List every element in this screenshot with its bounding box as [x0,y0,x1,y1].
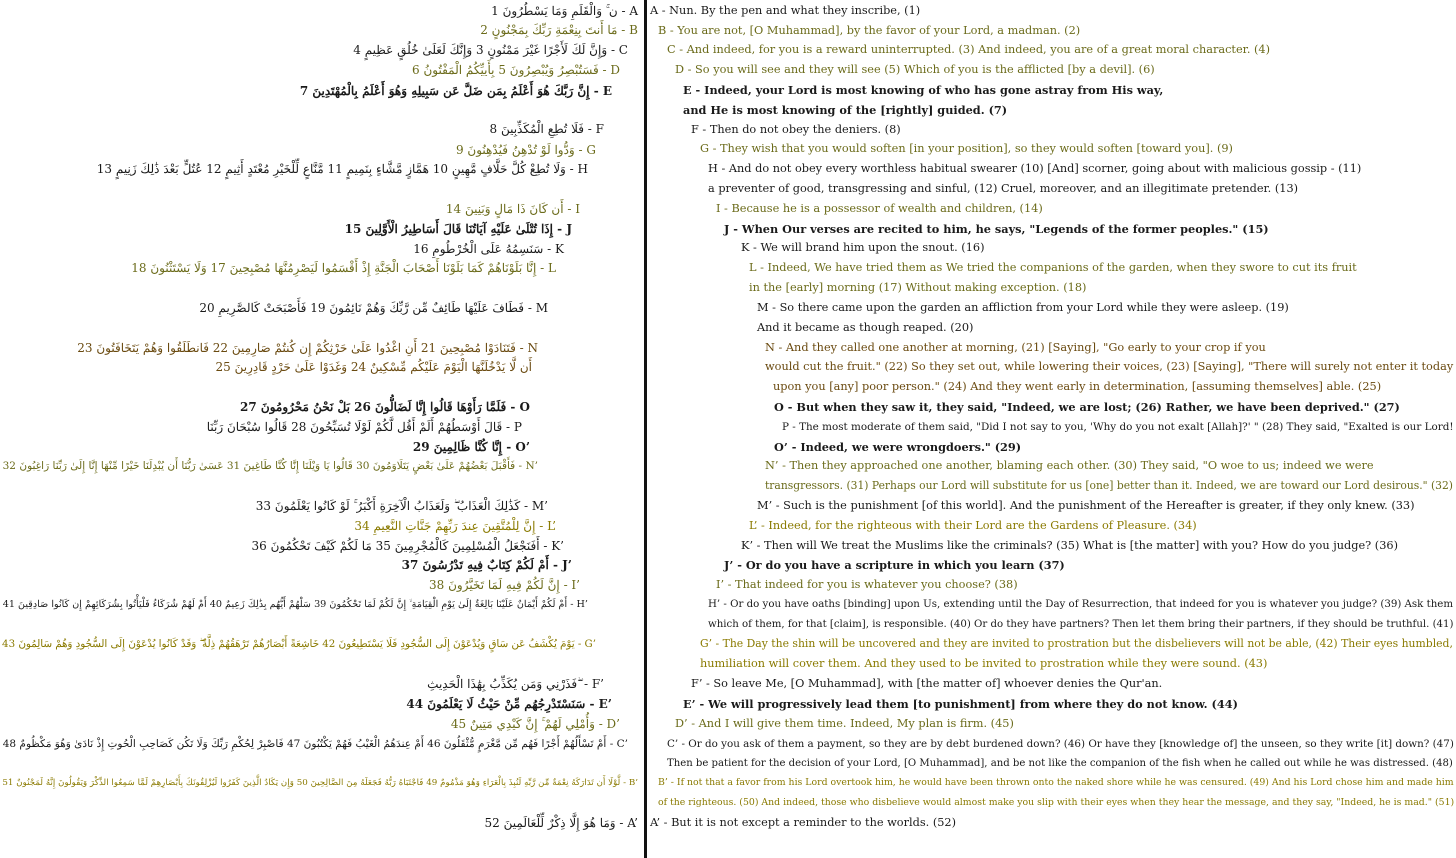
english-line: humiliation will cover them. And they used to be invited to prostration while they were sound. (43) [700,657,1268,670]
english-line: in the [early] morning (17) Without making exception. (18) [749,281,1087,294]
arabic-line: فَطَافَ عَلَيْهَا طَائِفٌ مِّن رَّبِّكَ وَهُمْ نَائِمُونَ 19 فَأَصْبَحَتْ كَالصَّرِيمِ 20 - M [199,301,548,315]
english-line: F - Then do not obey the deniers. (8) [691,123,901,136]
english-line: would cut the fruit." (22) So they set out, while lowering their voices, (23) [Saying], "There will surely not enter it today [765,360,1454,373]
arabic-line: إِنَّا بَلَوْنَاهُمْ كَمَا بَلَوْنَا أَصْحَابَ الْجَنَّةِ إِذْ أَقْسَمُوا لَيَصْرِمُنَّهَا مُصْبِحِينَ 17 وَلَا يَسْتَثْنُونَ 18 - L [131,261,556,275]
english-line: L - Indeed, We have tried them as We tried the companions of the garden, when they swore to cut its fruit [749,261,1357,274]
arabic-line: سَنَسْتَدْرِجُهُم مِّنْ حَيْثُ لَا يَعْلَمُونَ 44 - E’ [406,697,612,711]
arabic-line: وَدُّوا لَوْ تُدْهِنُ فَيُدْهِنُونَ 9 - G [455,143,596,157]
arabic-line: وَإِنَّ لَكَ لَأَجْرًا غَيْرَ مَمْنُونٍ 3 وَإِنَّكَ لَعَلَىٰ خُلُقٍ عَظِيمٍ 4 - C [353,43,628,57]
english-line: transgressors. (31) Perhaps our Lord will substitute for us [one] better than it. Indeed, we are toward our Lord desirous." (32) [765,479,1453,492]
arabic-line: أَمْ لَكُمْ كِتَابٌ فِيهِ تَدْرُسُونَ 37 - J’ [401,558,572,572]
english-line: A - Nun. By the pen and what they inscribe, (1) [650,4,921,17]
english-line: G - They wish that you would soften [in your position], so they would soften [toward you]. (9) [700,142,1233,155]
arabic-line: إِنَّ رَبَّكَ هُوَ أَعْلَمُ بِمَن ضَلَّ عَن سَبِيلِهِ وَهُوَ أَعْلَمُ بِالْمُهْتَدِينَ 7 - E [299,84,612,98]
english-line: H - And do not obey every worthless habitual swearer (10) [And] scorner, going about with malicious gossip - (11) [708,162,1362,175]
arabic-line: قَالَ أَوْسَطُهُمْ أَلَمْ أَقُل لَّكُمْ لَوْلَا تُسَبِّحُونَ 28 قَالُوا سُبْحَانَ رَبِّنَا - P [206,420,522,434]
english-line: P - The most moderate of them said, "Did I not say to you, 'Why do you not exalt [Allah]?' " (28) They said, "Exalted is our Lord! [782,421,1454,433]
arabic-line: مَا أَنتَ بِنِعْمَةِ رَبِّكَ بِمَجْنُونٍ 2 - B [480,23,638,37]
arabic-line: وَأُمْلِي لَهُمْ ۚ إِنَّ كَيْدِي مَتِينٌ 45 - D’ [450,717,620,731]
english-line: D - So you will see and they will see (5) Which of you is the afflicted [by a devil]. (6) [675,63,1155,76]
english-line: M’ - Such is the punishment [of this world]. And the punishment of the Hereafter is greater, if they only knew. (33) [757,499,1415,512]
english-line: M - So there came upon the garden an affliction from your Lord while they were asleep. (19) [757,301,1289,314]
arabic-line: وَمَا هُوَ إِلَّا ذِكْرٌ لِّلْعَالَمِينَ 52 - A’ [484,816,638,830]
arabic-line: أَن كَانَ ذَا مَالٍ وَبَنِينَ 14 - I [445,202,580,216]
english-line: N - And they called one another at morning, (21) [Saying], "Go early to your crop if you [765,341,1266,354]
arabic-line: فَلَا تُطِعِ الْمُكَذِّبِينَ 8 - F [489,122,604,136]
english-line: I’ - That indeed for you is whatever you choose? (38) [716,578,1018,591]
english-line: N’ - Then they approached one another, blaming each other. (30) They said, "O woe to us; indeed we were [765,459,1374,472]
arabic-line: إِنَّ لَكُمْ فِيهِ لَمَا تَخَيَّرُونَ 38 - I’ [429,578,580,592]
english-line: which of them, for that [claim], is responsible. (40) Or do they have partners? Then let them bring their partners, if they should be truthful. (41) [708,619,1454,630]
english-line: J - When Our verses are recited to him, he says, "Legends of the former peoples." (15) [724,222,1269,236]
arabic-line: كَذَٰلِكَ الْعَذَابُ ۖ وَلَعَذَابُ الْآخِرَةِ أَكْبَرُ ۚ لَوْ كَانُوا يَعْلَمُونَ 33 - M’ [255,499,548,513]
english-line: I - Because he is a possessor of wealth and children, (14) [716,202,1043,215]
english-line: E’ - We will progressively lead them [to punishment] from where they do not know. (44) [683,697,1238,711]
arabic-line: أَمْ لَكُمْ أَيْمَانٌ عَلَيْنَا بَالِغَةٌ إِلَىٰ يَوْمِ الْقِيَامَةِ ۙ إِنَّ لَكُمْ لَمَا تَحْكُمُونَ 39 سَلْهُمْ أَيُّهُم بِذَٰلِكَ زَعِيمٌ 40 أَمْ لَهُمْ شُرَكَاءُ فَلْيَأْتُوا بِشُرَكَائِهِمْ إِن كَانُوا صَادِقِينَ 41 - H’ [2,599,588,610]
english-line: K - We will brand him upon the snout. (16) [741,241,985,254]
english-line: C’ - Or do you ask of them a payment, so they are by debt burdened down? (46) Or have they [knowledge of] the unseen, so they write [it] down? (47) [667,738,1454,750]
arabic-line: يَوْمَ يُكْشَفُ عَن سَاقٍ وَيُدْعَوْنَ إِلَى السُّجُودِ فَلَا يَسْتَطِيعُونَ 42 خَاشِعَةً أَبْصَارُهُمْ تَرْهَقُهُمْ ذِلَّةٌ ۖ وَقَدْ كَانُوا يُدْعَوْنَ إِلَى السُّجُودِ وَهُمْ سَالِمُونَ 43 - G’ [2,638,596,650]
arabic-line: وَلَا تُطِعْ كُلَّ حَلَّافٍ مَّهِينٍ 10 هَمَّازٍ مَّشَّاءٍ بِنَمِيمٍ 11 مَّنَّاعٍ لِّلْخَيْرِ مُعْتَدٍ أَثِيمٍ 12 عُتُلٍّ بَعْدَ ذَٰلِكَ زَنِيمٍ 13 - H [96,162,588,176]
english-line: L’ - Indeed, for the righteous with their Lord are the Gardens of Pleasure. (34) [749,519,1197,532]
arabic-line: إِنَّ لِلْمُتَّقِينَ عِندَ رَبِّهِمْ جَنَّاتِ النَّعِيمِ 34 - L’ [354,519,556,533]
arabic-column [0,0,642,858]
arabic-line: سَنَسِمُهُ عَلَى الْخُرْطُومِ 16 - K [413,242,564,256]
english-line: of the righteous. (50) And indeed, those who disbelieve would almost make you slip with their eyes when they hear the message, and they say, "Indeed, he is mad." (51) [658,797,1455,808]
english-line: O - But when they saw it, they said, "Indeed, we are lost; (26) Rather, we have been deprived." (27) [774,400,1400,414]
english-line: And it became as though reaped. (20) [757,321,974,334]
arabic-line: فَأَقْبَلَ بَعْضُهُمْ عَلَىٰ بَعْضٍ يَتَلَاوَمُونَ 30 قَالُوا يَا وَيْلَنَا إِنَّا كُنَّا طَاغِينَ 31 عَسَىٰ رَبُّنَا أَن يُبْدِلَنَا خَيْرًا مِّنْهَا إِنَّا إِلَىٰ رَبِّنَا رَاغِبُونَ 32 - N’ [2,460,538,472]
arabic-line: فَسَتُبْصِرُ وَيُبْصِرُونَ 5 بِأَييِّكُمُ الْمَفْتُونُ 6 - D [412,63,620,77]
english-line: F’ - So leave Me, [O Muhammad], with [the matter of] whoever denies the Qur'an. [691,677,1163,690]
english-line: upon you [any] poor person." (24) And they went early in determination, [assuming themselves] able. (25) [773,380,1382,393]
arabic-line: ن ۚ وَالْقَلَمِ وَمَا يَسْطُرُونَ 1 - A [491,4,638,18]
arabic-line: أَمْ تَسْأَلُهُمْ أَجْرًا فَهُم مِّن مَّغْرَمٍ مُّثْقَلُونَ 46 أَمْ عِندَهُمُ الْغَيْبُ فَهُمْ يَكْتُبُونَ 47 فَاصْبِرْ لِحُكْمِ رَبِّكَ وَلَا تَكُن كَصَاحِبِ الْحُوتِ إِذْ نَادَىٰ وَهُوَ مَكْظُومٌ 48 - C’ [2,738,628,750]
english-line: G’ - The Day the shin will be uncovered and they are invited to prostration but the disbelievers will not be able, (42) Their eyes humbled, [700,637,1453,650]
english-line: B’ - If not that a favor from his Lord overtook him, he would have been thrown onto the naked shore while he was censured. (49) And his Lord chose him and made him [658,777,1454,788]
english-line: H’ - Or do you have oaths [binding] upon Us, extending until the Day of Resurrection, that indeed for you is whatever you judge? (39) Ask them [708,599,1454,610]
arabic-line: فَذَرْنِي وَمَن يُكَذِّبُ بِهَٰذَا الْحَدِيثِ ۖ - F’ [427,677,604,691]
arabic-line: إِنَّا كُنَّا ظَالِمِينَ 29 - O’ [412,440,530,454]
english-line: and He is most knowing of the [rightly] guided. (7) [683,103,1008,117]
english-line: E - Indeed, your Lord is most knowing of who has gone astray from His way, [683,83,1164,97]
english-line: C - And indeed, for you is a reward uninterrupted. (3) And indeed, you are of a great moral character. (4) [667,43,1270,56]
arabic-line: أَفَنَجْعَلُ الْمُسْلِمِينَ كَالْمُجْرِمِينَ 35 مَا لَكُمْ كَيْفَ تَحْكُمُونَ 36 - K’ [251,539,564,553]
column-divider [644,0,647,858]
english-line: A’ - But it is not except a reminder to the worlds. (52) [650,816,957,829]
english-line: D’ - And I will give them time. Indeed, My plan is firm. (45) [675,717,1014,730]
arabic-line: لَّوْلَا أَن تَدَارَكَهُ نِعْمَةٌ مِّن رَّبِّهِ لَنُبِذَ بِالْعَرَاءِ وَهُوَ مَذْمُومٌ 49 فَاجْتَبَاهُ رَبُّهُ فَجَعَلَهُ مِنَ الصَّالِحِينَ 50 وَإِن يَكَادُ الَّذِينَ كَفَرُوا لَيُزْلِقُونَكَ بِأَبْصَارِهِمْ لَمَّا سَمِعُوا الذِّكْرَ وَيَقُولُونَ إِنَّهُ لَمَجْنُونٌ 51 - B’ [2,778,638,788]
english-line: Then be patient for the decision of your Lord, [O Muhammad], and be not like the companion of the fish when he called out while he was distressed. (48) [667,758,1453,769]
english-line: J’ - Or do you have a scripture in which you learn (37) [724,558,1065,572]
arabic-line: فَلَمَّا رَأَوْهَا قَالُوا إِنَّا لَضَالُّونَ 26 بَلْ نَحْنُ مَحْرُومُونَ 27 - O [240,400,530,414]
english-line: K’ - Then will We treat the Muslims like the criminals? (35) What is [the matter] with you? How do you judge? (36) [741,539,1398,552]
arabic-line: أَن لَّا يَدْخُلَنَّهَا الْيَوْمَ عَلَيْكُم مِّسْكِينٌ 24 وَغَدَوْا عَلَىٰ حَرْدٍ قَادِرِينَ 25 [215,360,532,374]
english-column [648,0,1456,858]
english-line: O’ - Indeed, we were wrongdoers." (29) [774,440,1022,454]
english-line: a preventer of good, transgressing and sinful, (12) Cruel, moreover, and an illegitimate pretender. (13) [708,182,1299,195]
arabic-line: فَتَنَادَوْا مُصْبِحِينَ 21 أَنِ اغْدُوا عَلَىٰ حَرْثِكُمْ إِن كُنتُمْ صَارِمِينَ 22 فَانطَلَقُوا وَهُمْ يَتَخَافَتُونَ 23 - N [77,341,538,355]
english-line: B - You are not, [O Muhammad], by the favor of your Lord, a madman. (2) [658,24,1081,37]
arabic-line: إِذَا تُتْلَىٰ عَلَيْهِ آيَاتُنَا قَالَ أَسَاطِيرُ الْأَوَّلِينَ 15 - J [344,222,572,236]
